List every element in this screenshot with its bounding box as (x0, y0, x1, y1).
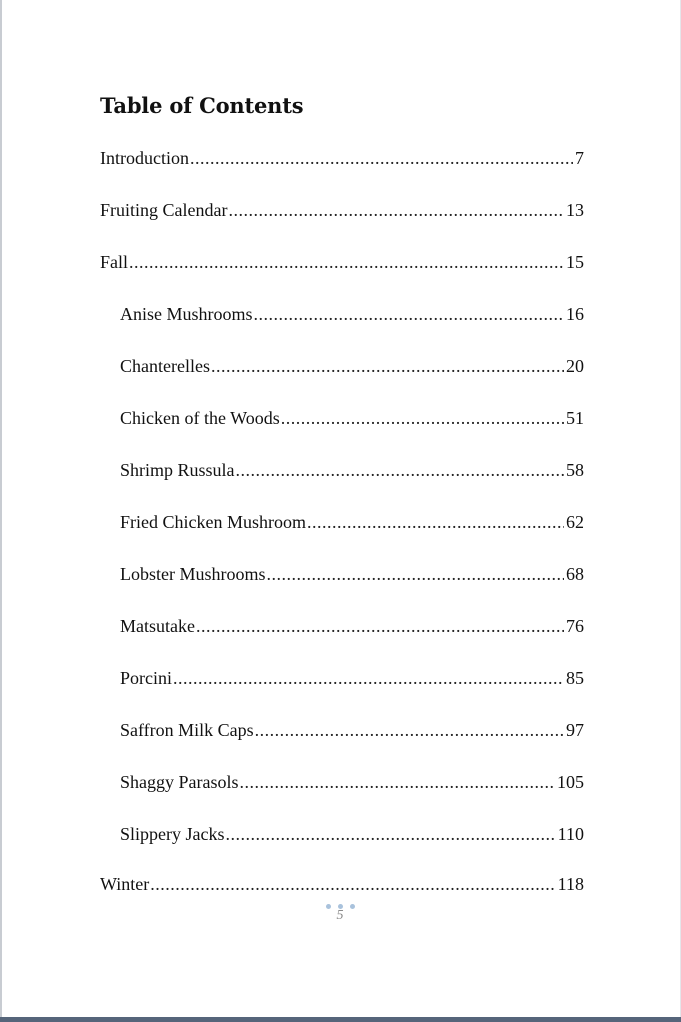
toc-dot-leader (150, 874, 555, 895)
toc-entry-fruiting-calendar[interactable] (100, 200, 584, 224)
toc-entry-page: 118 (557, 874, 584, 894)
toc-entry-shaggy-parasols[interactable] (120, 772, 584, 796)
toc-entry-page: 51 (566, 408, 584, 428)
toc-dot-leader (196, 616, 564, 637)
toc-entry-fall[interactable] (100, 252, 584, 276)
toc-entry-label: Saffron Milk Caps (120, 720, 254, 740)
toc-dot-leader (190, 148, 573, 169)
toc-entry-label: Porcini (120, 668, 172, 688)
toc-entry-label: Chanterelles (120, 356, 210, 376)
toc-entry-anise-mushrooms[interactable] (120, 304, 584, 328)
toc-entry-label: Slippery Jacks (120, 824, 225, 844)
toc-entry-porcini[interactable] (120, 668, 584, 692)
toc-entry-matsutake[interactable] (120, 616, 584, 640)
window-bottom-bar (0, 1017, 681, 1022)
toc-entry-fried-chicken-mushroom[interactable] (120, 512, 584, 536)
toc-entry-winter[interactable] (100, 874, 584, 898)
toc-entry-label: Lobster Mushrooms (120, 564, 266, 584)
toc-entry-label: Matsutake (120, 616, 195, 636)
page-footer (320, 902, 360, 928)
toc-dot-leader (281, 408, 564, 429)
toc-dot-leader (240, 772, 556, 793)
toc-entry-page: 97 (566, 720, 584, 740)
toc-entry-label: Winter (100, 874, 150, 894)
footer-dot-icon (326, 904, 331, 909)
toc-entry-label: Fried Chicken Mushroom (120, 512, 306, 532)
toc-dot-leader (267, 564, 565, 585)
toc-dot-leader (173, 668, 564, 689)
toc-entry-lobster-mushrooms[interactable] (120, 564, 584, 588)
toc-dot-leader (129, 252, 564, 273)
toc-entry-saffron-milk-caps[interactable] (120, 720, 584, 744)
toc-entry-chanterelles[interactable] (120, 356, 584, 380)
toc-dot-leader (255, 720, 564, 741)
toc-entry-label: Introduction (100, 148, 189, 168)
toc-entry-page: 68 (566, 564, 584, 584)
toc-entry-page: 62 (566, 512, 584, 532)
page-left-border (0, 0, 2, 1022)
toc-entry-page: 13 (566, 200, 584, 220)
toc-dot-leader (236, 460, 564, 481)
toc-entry-label: Shrimp Russula (120, 460, 235, 480)
toc-entry-chicken-of-the-woods[interactable] (120, 408, 584, 432)
toc-entry-label: Chicken of the Woods (120, 408, 280, 428)
toc-dot-leader (225, 824, 555, 845)
toc-entry-page: 110 (557, 824, 584, 844)
toc-entry-page: 7 (575, 148, 584, 168)
toc-entry-shrimp-russula[interactable] (120, 460, 584, 484)
toc-entry-page: 20 (566, 356, 584, 376)
toc-entry-slippery-jacks[interactable] (120, 824, 584, 848)
toc-entry-introduction[interactable] (100, 148, 584, 172)
toc-entry-page: 16 (566, 304, 584, 324)
footer-dot-icon (350, 904, 355, 909)
toc-dot-leader (307, 512, 564, 533)
toc-entry-page: 85 (566, 668, 584, 688)
toc-entry-label: Shaggy Parasols (120, 772, 239, 792)
toc-entry-page: 58 (566, 460, 584, 480)
toc-entry-page: 15 (566, 252, 584, 272)
page-number: 5 (336, 908, 344, 923)
toc-entry-page: 76 (566, 616, 584, 636)
toc-dot-leader (228, 200, 564, 221)
toc-entry-label: Fall (100, 252, 129, 272)
toc-entry-label: Fruiting Calendar (100, 200, 228, 220)
toc-dot-leader (254, 304, 564, 325)
toc-entry-label: Anise Mushrooms (120, 304, 253, 324)
toc-heading: Table of Contents (100, 93, 304, 118)
toc-entry-page: 105 (557, 772, 584, 792)
toc-dot-leader (211, 356, 564, 377)
